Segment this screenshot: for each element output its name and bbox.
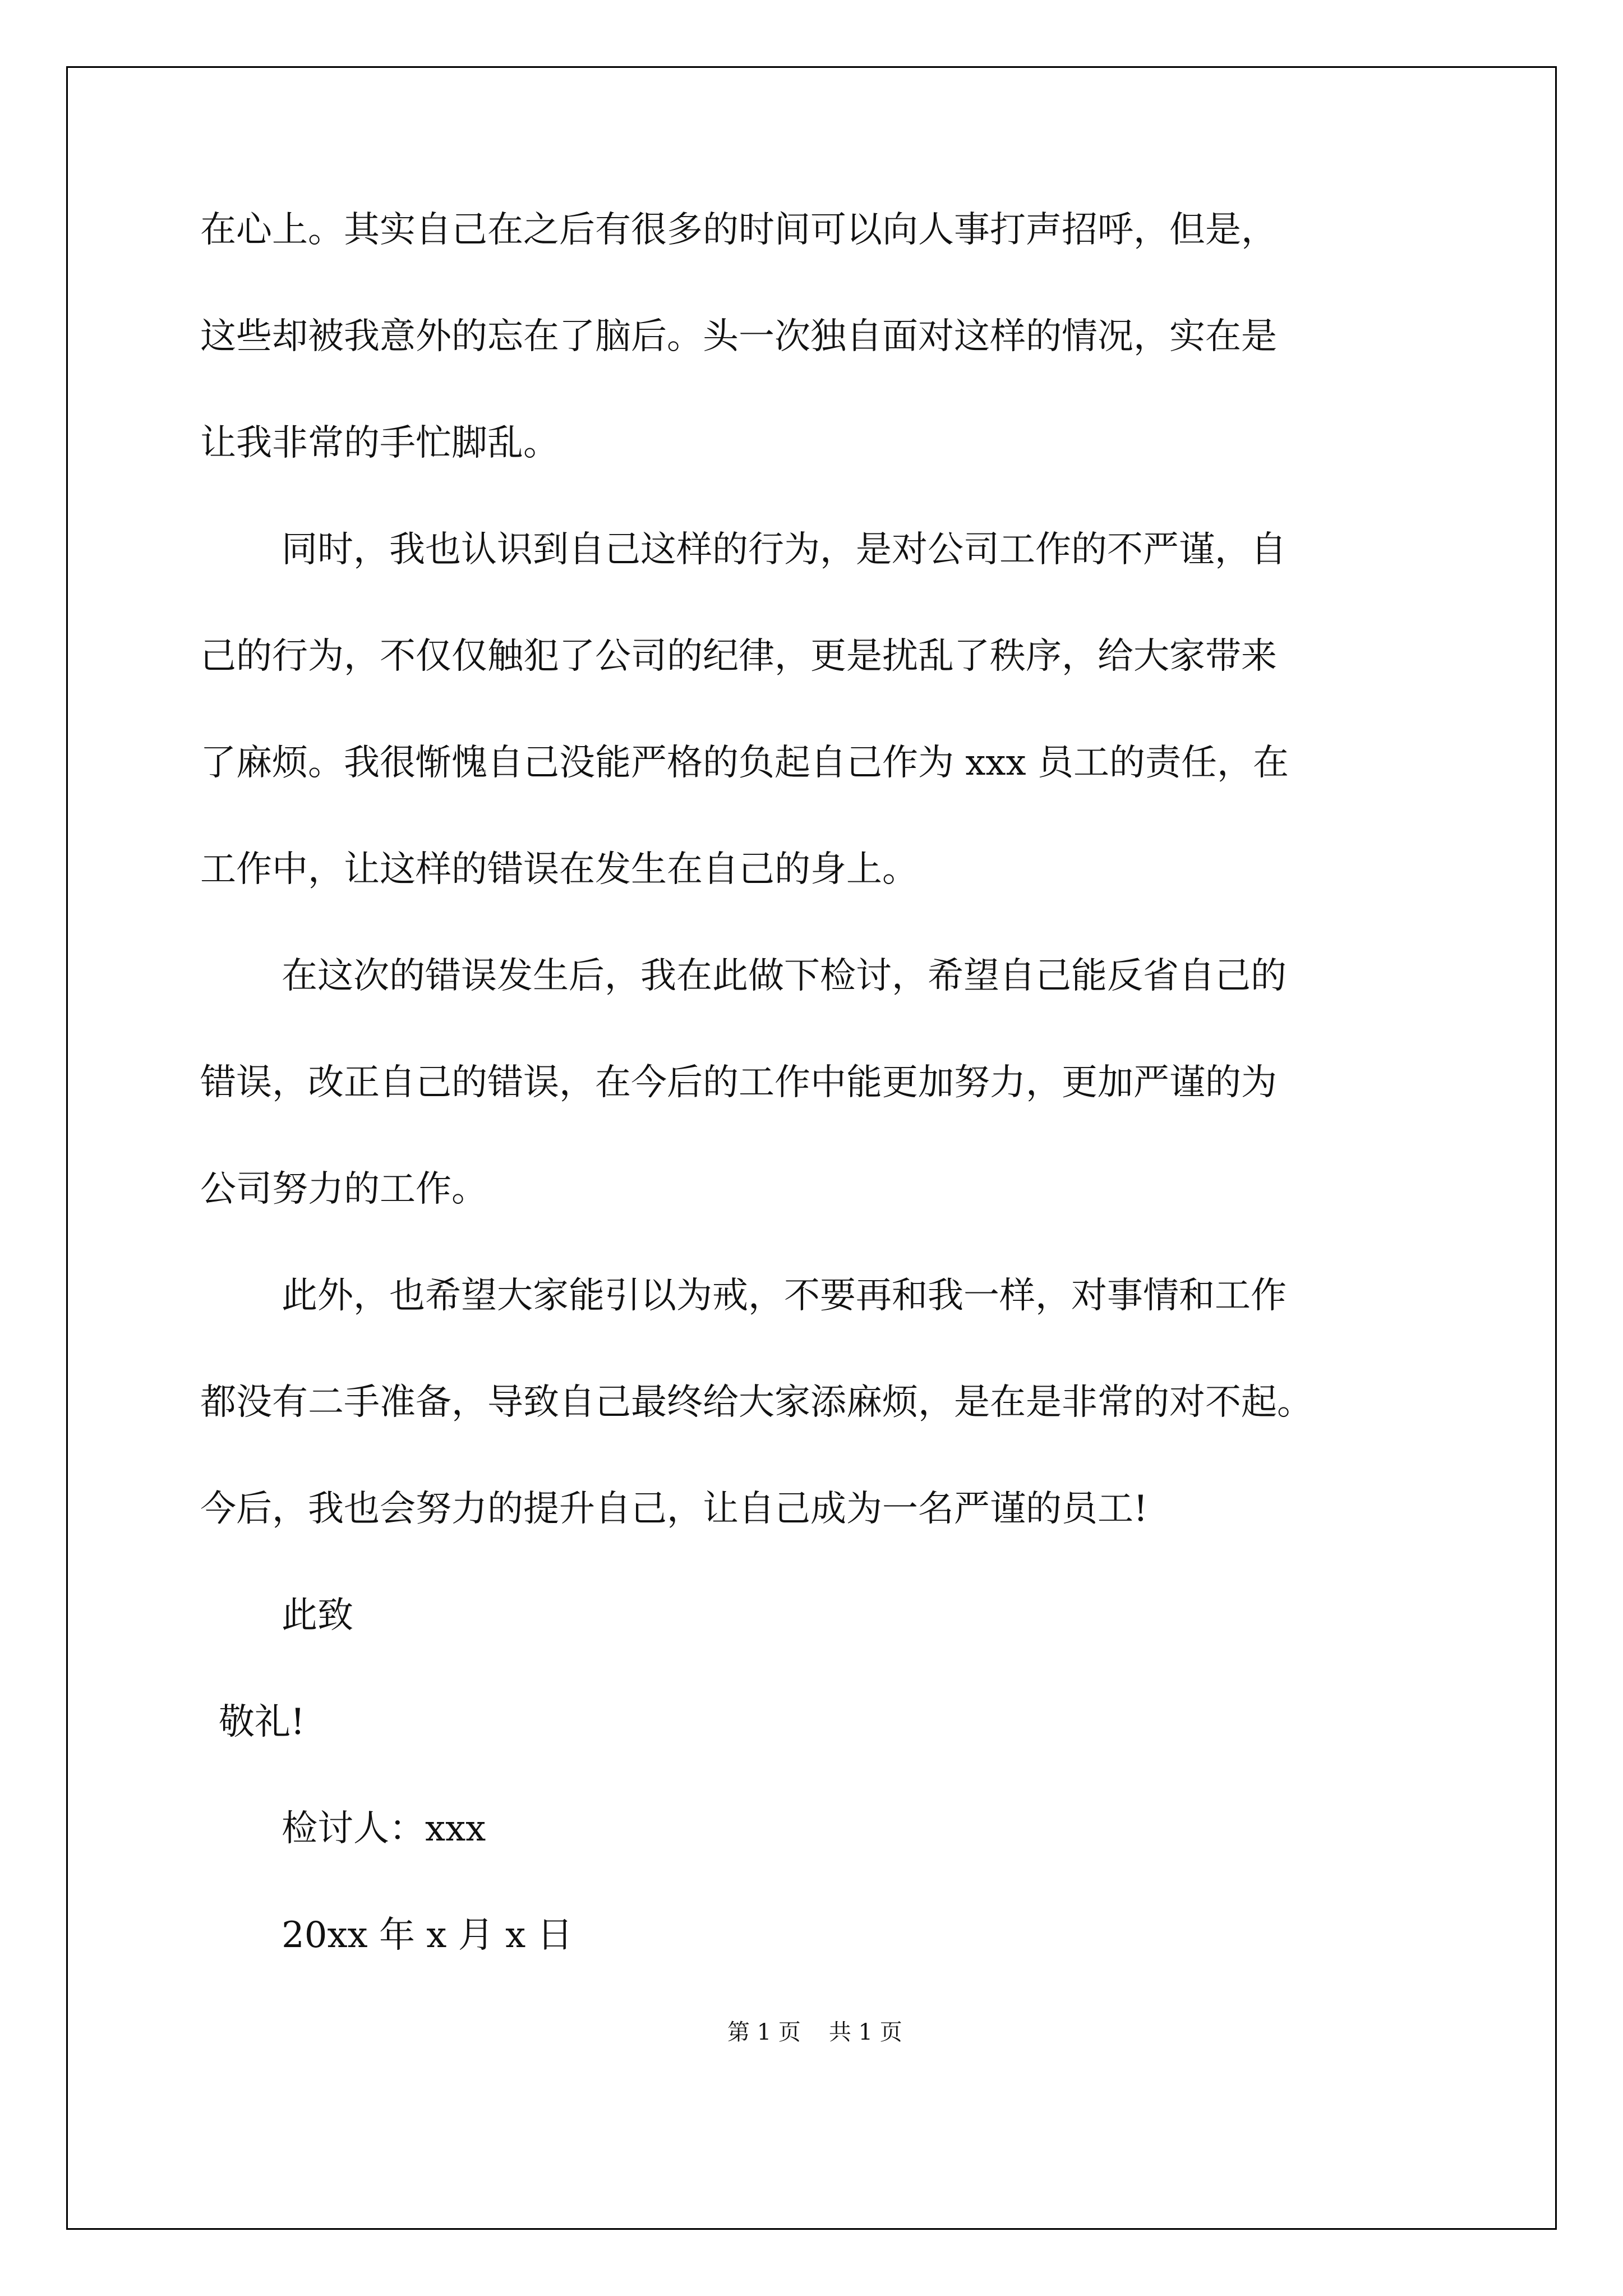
signature-line: 检讨人：xxx bbox=[282, 1808, 486, 1849]
body-line-2: 这些却被我意外的忘在了脑后。头一次独自面对这样的情况，实在是 bbox=[200, 316, 1277, 357]
body-line-12: 都没有二手准备，导致自己最终给大家添麻烦，是在是非常的对不起。 bbox=[200, 1382, 1313, 1423]
body-line-9: 错误，改正自己的错误，在今后的工作中能更加努力，更加严谨的为 bbox=[200, 1062, 1277, 1103]
body-line-6: 了麻烦。我很惭愧自己没能严格的负起自己作为 xxx 员工的责任，在 bbox=[200, 742, 1289, 784]
body-line-11: 此外，也希望大家能引以为戒，不要再和我一样，对事情和工作 bbox=[282, 1275, 1287, 1317]
body-line-3: 让我非常的手忙脚乱。 bbox=[200, 422, 559, 464]
page-number-total: 共 1 页 bbox=[828, 2019, 902, 2045]
body-line-7: 工作中，让这样的错误在发生在自己的身上。 bbox=[200, 849, 918, 890]
body-line-4: 同时，我也认识到自己这样的行为，是对公司工作的不严谨，自 bbox=[282, 529, 1287, 570]
page-number-current: 第 1 页 bbox=[727, 2019, 801, 2045]
body-line-13: 今后，我也会努力的提升自己，让自己成为一名严谨的员工! bbox=[200, 1488, 1148, 1530]
body-line-1: 在心上。其实自己在之后有很多的时间可以向人事打声招呼，但是， bbox=[200, 209, 1277, 251]
date-line: 20xx 年 x 月 x 日 bbox=[282, 1915, 573, 1956]
body-line-10: 公司努力的工作。 bbox=[200, 1168, 487, 1210]
body-line-5: 己的行为，不仅仅触犯了公司的纪律，更是扰乱了秩序，给大家带来 bbox=[200, 636, 1277, 677]
closing-salutation: 此致 bbox=[282, 1595, 353, 1636]
page-footer bbox=[727, 2018, 902, 2046]
body-line-8: 在这次的错误发生后，我在此做下检讨，希望自己能反省自己的 bbox=[282, 955, 1287, 997]
closing-regards: 敬礼! bbox=[219, 1701, 305, 1743]
page-border bbox=[66, 66, 1557, 2230]
